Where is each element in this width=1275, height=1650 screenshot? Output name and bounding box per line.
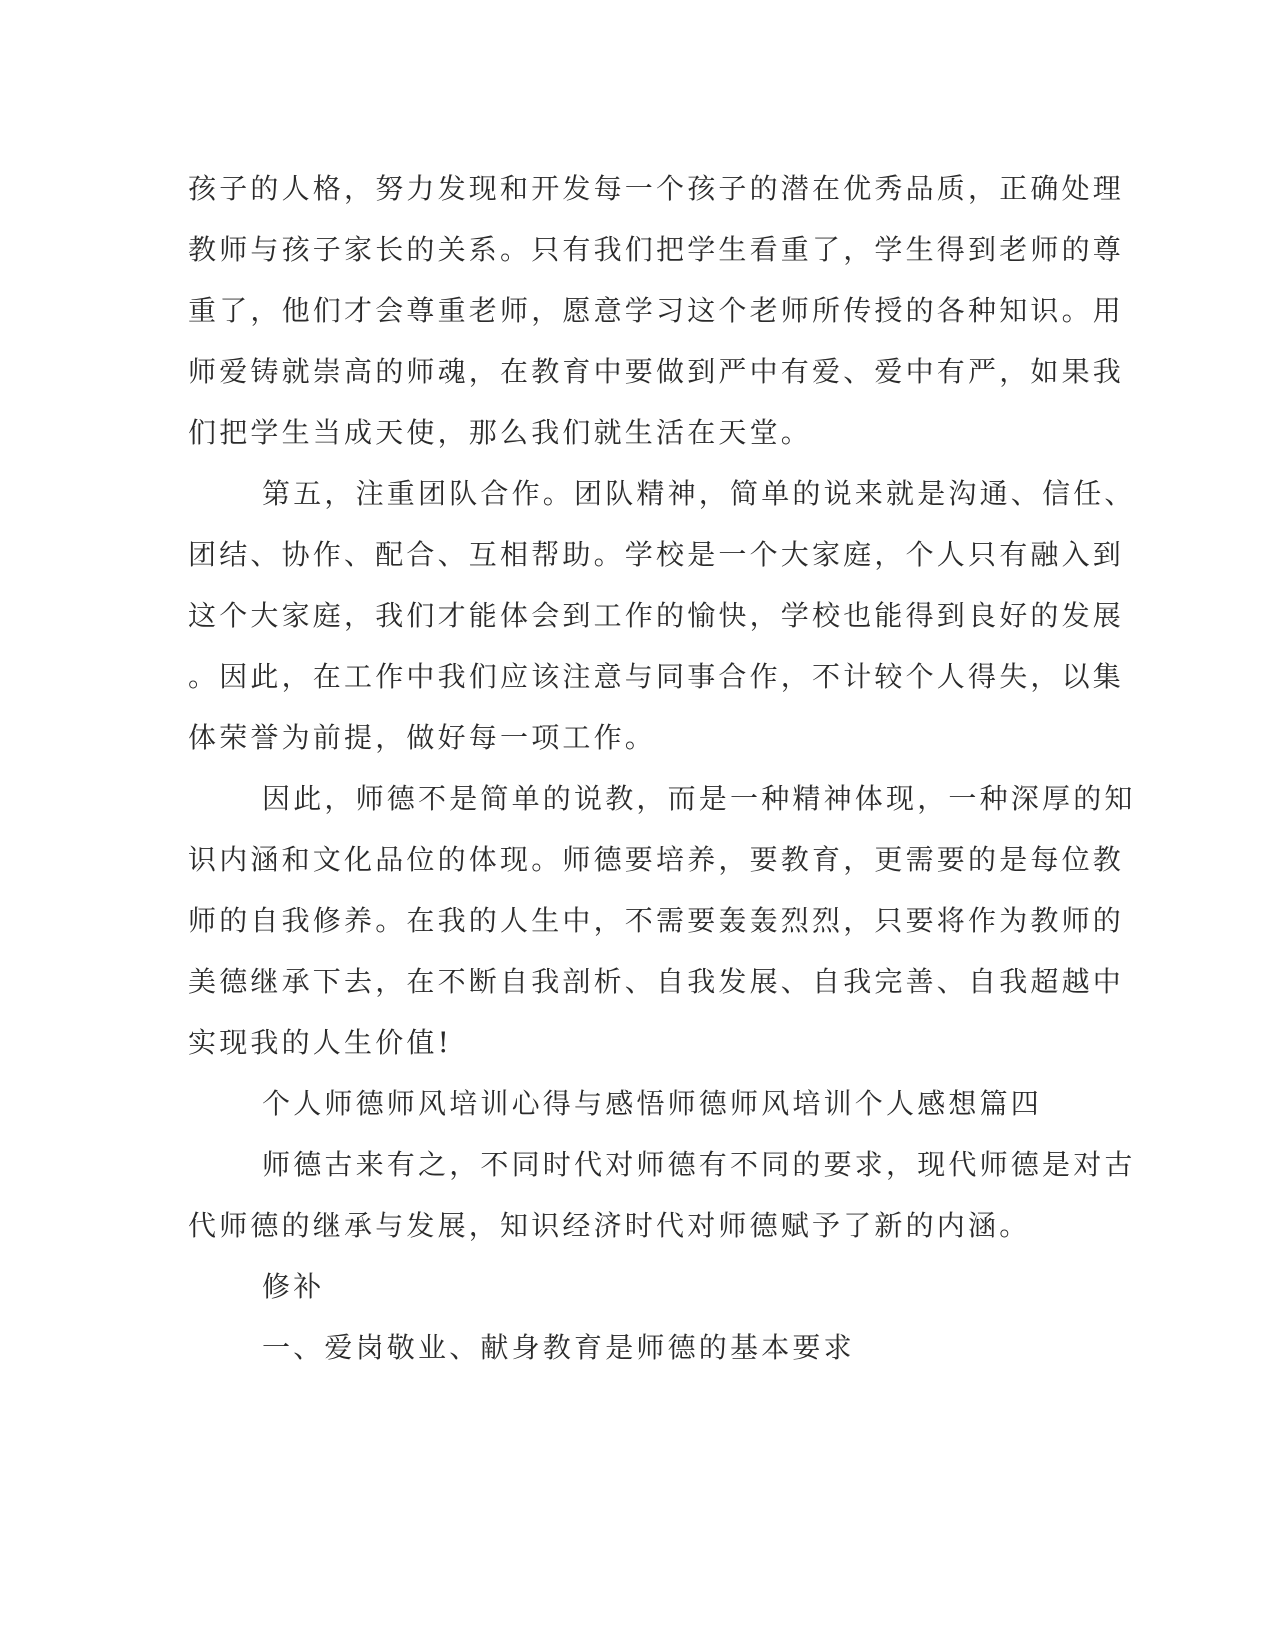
paragraph-line: 实现我的人生价值! xyxy=(188,1026,453,1059)
paragraph-line: 体荣誉为前提，做好每一项工作。 xyxy=(188,721,657,754)
paragraph-line: 这个大家庭，我们才能体会到工作的愉快，学校也能得到良好的发展 xyxy=(188,599,1125,632)
subsection-heading: 一、爱岗敬业、献身教育是师德的基本要求 xyxy=(262,1331,855,1364)
section-heading: 个人师德师风培训心得与感悟师德师风培训个人感想篇四 xyxy=(262,1087,1043,1120)
paragraph-line: 师爱铸就崇高的师魂，在教育中要做到严中有爱、爱中有严，如果我 xyxy=(188,355,1125,388)
document-body xyxy=(188,158,1136,1378)
paragraph-line: 团结、协作、配合、互相帮助。学校是一个大家庭，个人只有融入到 xyxy=(188,538,1125,571)
paragraph-line: 们把学生当成天使，那么我们就生活在天堂。 xyxy=(188,416,813,449)
paragraph-line: 因此，师德不是简单的说教，而是一种精神体现，一种深厚的知 xyxy=(262,782,1136,815)
paragraph-line: 第五，注重团队合作。团队精神，简单的说来就是沟通、信任、 xyxy=(262,477,1136,510)
paragraph-line: 教师与孩子家长的关系。只有我们把学生看重了，学生得到老师的尊 xyxy=(188,233,1125,266)
paragraph-line: 。因此，在工作中我们应该注意与同事合作，不计较个人得失，以集 xyxy=(188,660,1125,693)
paragraph-line: 重了，他们才会尊重老师，愿意学习这个老师所传授的各种知识。用 xyxy=(188,294,1125,327)
paragraph-line: 美德继承下去，在不断自我剖析、自我发展、自我完善、自我超越中 xyxy=(188,965,1125,998)
paragraph-line: 修补 xyxy=(262,1270,325,1303)
paragraph-line: 师德古来有之，不同时代对师德有不同的要求，现代师德是对古 xyxy=(262,1148,1136,1181)
paragraph-line: 代师德的继承与发展，知识经济时代对师德赋予了新的内涵。 xyxy=(188,1209,1031,1242)
paragraph-line: 识内涵和文化品位的体现。师德要培养，要教育，更需要的是每位教 xyxy=(188,843,1125,876)
paragraph-line: 孩子的人格，努力发现和开发每一个孩子的潜在优秀品质，正确处理 xyxy=(188,172,1125,205)
paragraph-line: 师的自我修养。在我的人生中，不需要轰轰烈烈，只要将作为教师的 xyxy=(188,904,1125,937)
